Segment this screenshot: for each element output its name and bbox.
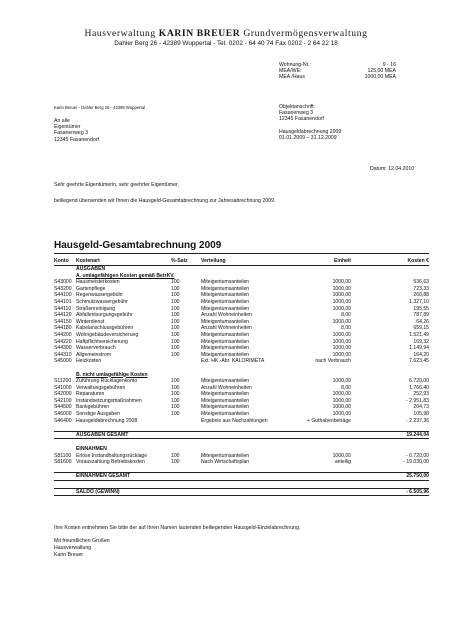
cell-einheit: 1000,00 — [332, 378, 351, 385]
cell-verteilung: Ergebnis aus Nachzahlungen — [201, 417, 268, 424]
cell-kosten: 6.720,00 — [409, 378, 429, 385]
cell-kosten: 536,63 — [413, 279, 429, 286]
cell-konto: S43200 — [54, 285, 72, 292]
cell-kostenart: Heizkosten — [76, 358, 102, 365]
cell-kostenart: Wohngebäudeversicherung — [76, 331, 139, 338]
cell-konto: S44300 — [54, 345, 72, 352]
cell-einheit: 1000,00 — [332, 298, 351, 305]
closing-line: Mit freundlichen Grüßen — [54, 538, 110, 544]
cell-einheit: 1000,00 — [332, 318, 351, 325]
table-row — [54, 339, 429, 346]
cell-verteilung: Miteigentumsanteilen — [201, 298, 250, 305]
cell-kostenart: Haftpflichtversicherung — [76, 338, 128, 345]
section-b-heading — [54, 372, 429, 379]
cell-verteilung: Miteigentumsanteilen — [201, 345, 250, 352]
cell-satz: 100 — [171, 338, 180, 345]
cell-satz: 100 — [171, 279, 180, 286]
cell-konto: S42100 — [54, 397, 72, 404]
table-row — [54, 358, 429, 365]
cell-konto: S41000 — [54, 384, 72, 391]
table-header-row — [54, 257, 429, 266]
table-row — [54, 453, 429, 460]
cell-einheit: 1000,00 — [332, 404, 351, 411]
cell-einheit: 8,00 — [341, 312, 351, 319]
cell-konto: S81100 — [54, 452, 72, 459]
table-row — [54, 398, 429, 405]
cell-einheit: 1000,00 — [332, 305, 351, 312]
recipient-line: Eigentümer — [54, 124, 81, 131]
unit-info-label: Wohnung-Nr.: — [279, 62, 311, 68]
cell-konto: S45000 — [54, 358, 72, 365]
cell-verteilung: Miteigentumsanteilen — [201, 397, 250, 404]
table-row — [54, 391, 429, 398]
einnahmen-total-row-value: 25.750,00 — [351, 473, 429, 481]
cell-konto: S46400 — [54, 417, 72, 424]
cell-satz: 100 — [171, 351, 180, 358]
table-row — [54, 325, 429, 332]
property-label: Objektanschrift: — [279, 104, 316, 110]
table-row — [54, 312, 429, 319]
cell-kosten: 1.766,40 — [409, 384, 429, 391]
cell-einheit: anteilig — [334, 459, 351, 466]
cell-einheit: 1000,00 — [332, 345, 351, 352]
cell-satz: 100 — [171, 298, 180, 305]
cell-satz: 100 — [171, 312, 180, 319]
saldo-row-label: SALDO (GEWINN) — [76, 488, 351, 496]
cell-konto: S44110 — [54, 305, 72, 312]
cell-einheit: 8,00 — [341, 384, 351, 391]
unit-info-values — [330, 62, 396, 81]
letterhead-title — [0, 28, 452, 39]
cell-kostenart: Hausmeisterkosten — [76, 279, 120, 286]
ausgaben-total-row — [54, 431, 429, 439]
cell-verteilung: Miteigentumsanteilen — [201, 279, 250, 286]
letterhead-name: KARIN BREUER — [158, 28, 241, 39]
col-header-verteilung: Verteilung — [201, 257, 286, 266]
table-row — [54, 299, 429, 306]
cell-verteilung: Miteigentumsanteilen — [201, 391, 250, 398]
cell-kostenart: Zuführung Rücklagenkonto — [76, 378, 138, 385]
recipient-address — [54, 118, 99, 143]
cell-einheit: 1000,00 — [332, 452, 351, 459]
sender-line: Karin Breuer - Dahler Berg 26 - 42389 Wuppertal — [54, 105, 145, 110]
cell-kostenart: Schmutzwassergebühr — [76, 298, 128, 305]
cell-satz: 100 — [171, 378, 180, 385]
cell-kosten: 659,15 — [413, 325, 429, 332]
cell-satz — [171, 418, 201, 425]
document-date: Datum: 12.04.2010 — [370, 166, 415, 172]
section-b-heading-label: B. nicht umlagefähige Kosten — [76, 371, 148, 378]
section-a-heading-label: A. umlagefähigen Kosten gemäß BetrKV. — [76, 272, 175, 279]
table-row — [54, 411, 429, 418]
cell-satz: 100 — [171, 411, 180, 418]
cell-einheit: 8,00 — [341, 325, 351, 332]
cell-satz: 100 — [171, 305, 180, 312]
cell-kosten: 787,89 — [413, 312, 429, 319]
cell-kosten: 195,55 — [413, 305, 429, 312]
cell-verteilung: Anzahl Wohneinheiten — [201, 325, 252, 332]
letterhead-address: Dahler Berg 26 - 42389 Wuppertal - Tel. 0202 - 64 40 74 Fax 0202 - 2 64 22 18 — [114, 40, 338, 47]
section-ausgaben-label: AUSGABEN — [76, 266, 106, 272]
cell-konto: S44200 — [54, 331, 72, 338]
table-row — [54, 385, 429, 392]
cell-einheit: 1000,00 — [332, 285, 351, 292]
cost-table — [54, 257, 429, 496]
cell-einheit: 1000,00 — [332, 338, 351, 345]
cell-kostenart: Verwaltungsgebühren — [76, 384, 126, 391]
cell-verteilung: Miteigentumsanteilen — [201, 285, 250, 292]
cell-satz: 100 — [171, 325, 180, 332]
cell-verteilung: Miteigentumsanteilen — [201, 411, 250, 418]
cell-einheit: + Guthabenbeträge — [306, 417, 351, 424]
table-row — [54, 378, 429, 385]
footer-note: Ihre Kosten entnehmen Sie bitte der auf Ihren Namen lautenden beiliegenden Hausgeld-Einzelabrechnung. — [54, 525, 301, 531]
cell-kostenart: Hausgeldabrechnung 2008 — [76, 417, 138, 424]
cell-konto: S44101 — [54, 298, 72, 305]
cell-einheit: 1000,00 — [332, 411, 351, 418]
table-row — [54, 286, 429, 293]
cell-kostenart: Wasserverbrauch — [76, 345, 116, 352]
letterhead-prefix: Hausverwaltung — [84, 28, 156, 39]
cell-kostenart: Allgemeinstrom — [76, 351, 112, 358]
cell-satz: 100 — [171, 452, 180, 459]
cell-konto: S43000 — [54, 279, 72, 286]
cell-kostenart: Kabelanschlussgebühren — [76, 325, 134, 332]
cell-kosten: 7.623,45 — [409, 358, 429, 365]
cell-verteilung: Anzahl Wohneinheiten — [201, 384, 252, 391]
cell-konto: S46000 — [54, 411, 72, 418]
col-header-konto: Konto — [54, 257, 76, 266]
cell-kosten: - 2.237,36 — [406, 417, 429, 424]
closing-block — [54, 538, 110, 560]
cell-verteilung: Miteigentumsanteilen — [201, 292, 250, 299]
cell-kostenart: Regenwassergebühr — [76, 292, 124, 299]
cell-satz: 100 — [171, 397, 180, 404]
cell-kosten: 1.149,94 — [409, 345, 429, 352]
recipient-line: 12345 Fasanendorf — [54, 136, 99, 143]
cell-kosten: - 19.030,00 — [403, 459, 429, 466]
unit-info-value: 9 - 16 — [382, 62, 396, 68]
cell-kostenart: Gartenpflege — [76, 285, 106, 292]
cell-konto: S11200 — [54, 378, 72, 385]
cell-konto: S44310 — [54, 351, 72, 358]
closing-line: Karin Breuer — [54, 552, 84, 559]
cell-satz: 100 — [171, 345, 180, 352]
cell-kosten: 252,93 — [413, 391, 429, 398]
cell-satz — [171, 358, 201, 365]
cell-verteilung: Miteigentumsanteilen — [201, 331, 250, 338]
cell-satz: 100 — [171, 459, 180, 466]
col-header-einheit: Einheit — [286, 257, 351, 266]
unit-info-label: MEA /Haus — [279, 74, 305, 81]
col-header-kosten: Kosten € — [351, 257, 429, 266]
cell-kosten: 1.521,49 — [409, 331, 429, 338]
section-einnahmen-label: EINNAHMEN — [76, 446, 107, 453]
cell-konto: S44100 — [54, 292, 72, 299]
unit-info-labels — [279, 62, 311, 81]
table-row — [54, 319, 429, 326]
cell-kostenart: Reparaturen — [76, 391, 105, 398]
cell-satz: 100 — [171, 384, 180, 391]
cell-verteilung: Miteigentumsanteilen — [201, 338, 250, 345]
einnahmen-total-row-label: EINNAHMEN GESAMT — [76, 473, 351, 481]
unit-info-value: 1000,00 MEA — [364, 74, 396, 81]
cell-satz: 100 — [171, 318, 180, 325]
ausgaben-total-row-label: AUSGABEN GESAMT — [76, 431, 351, 439]
property-street: Fasanenweg 3 — [279, 110, 314, 117]
cell-kosten: 723,33 — [413, 285, 429, 292]
table-row — [54, 404, 429, 411]
section-einnahmen — [54, 446, 429, 453]
einnahmen-total-row — [54, 473, 429, 481]
property-city: 12345 Fasanendorf — [279, 116, 324, 123]
saldo-row-value: - 6.505,96 — [351, 488, 429, 496]
cell-verteilung: Ext. HK.-Abr. KALORIMETA — [201, 358, 265, 365]
cell-kostenart: Instandsetzungsmaßnahmen — [76, 397, 142, 404]
cell-satz: 100 — [171, 292, 180, 299]
cell-einheit: 1000,00 — [332, 331, 351, 338]
unit-info-value: 125,00 MEA — [367, 68, 396, 75]
col-header-satz: %-Satz — [171, 257, 201, 266]
cell-satz: 100 — [171, 331, 180, 338]
table-row — [54, 292, 429, 299]
section-a-heading — [54, 273, 429, 280]
intro-text: beiliegend übersenden wir Ihnen die Hausgeld-Gesamtabrechnung zur Jahresabrechnung 2009. — [54, 198, 276, 204]
cell-kosten: 164,20 — [413, 351, 429, 358]
closing-line: Hausverwaltung — [54, 545, 92, 552]
recipient-line: An alle — [54, 118, 70, 124]
cell-konto: S42000 — [54, 391, 72, 398]
cell-konto: S44220 — [54, 338, 72, 345]
cell-kostenart: Abfallentsorgungsgebühr — [76, 312, 133, 319]
statement-period: 01.01.2009 – 31.12.2009 — [279, 134, 337, 141]
section-ausgaben — [54, 266, 429, 273]
table-row — [54, 418, 429, 425]
cell-satz: 100 — [171, 391, 180, 398]
table-row — [54, 332, 429, 339]
cell-kosten: 105,98 — [413, 411, 429, 418]
cell-einheit: 1000,00 — [332, 279, 351, 286]
cell-kosten: 64,26 — [416, 318, 429, 325]
cell-verteilung: Miteigentumsanteilen — [201, 452, 250, 459]
cell-kostenart: Winterdienst — [76, 318, 105, 325]
statement-name: Hausgeldabrechnung 2009 — [279, 128, 342, 135]
cell-einheit: 1000,00 — [332, 397, 351, 404]
cell-satz: 100 — [171, 285, 180, 292]
cell-verteilung: Miteigentumsanteilen — [201, 404, 250, 411]
cell-verteilung: Miteigentumsanteilen — [201, 378, 250, 385]
cell-verteilung: Nach Wirtschaftsplan — [201, 459, 250, 466]
cell-kosten: - 2.951,83 — [406, 397, 429, 404]
cell-kosten: 169,32 — [413, 338, 429, 345]
cell-einheit: 1000,00 — [332, 391, 351, 398]
cell-kosten: 204,73 — [413, 404, 429, 411]
recipient-line: Fasanenweg 3 — [54, 130, 89, 137]
table-row — [54, 306, 429, 313]
table-row — [54, 345, 429, 352]
cell-verteilung: Miteigentumsanteilen — [201, 318, 250, 325]
ausgaben-total-row-value: 19.244,04 — [351, 431, 429, 439]
unit-info-label: MEA/WE: — [279, 68, 302, 75]
cell-kostenart: Erlöse Instandhaltungsrücklage — [76, 452, 148, 459]
title-divider — [54, 253, 429, 254]
cell-konto: S44150 — [54, 318, 72, 325]
cell-kosten: 1.327,10 — [409, 298, 429, 305]
cell-konto: S44500 — [54, 404, 72, 411]
salutation: Sehr geehrte Eigentümerin, sehr geehrter Eigentümer, — [54, 182, 179, 188]
cell-kostenart: Sonstige Ausgaben — [76, 411, 120, 418]
property-info — [279, 104, 341, 141]
cell-kostenart: Bankgebühren — [76, 404, 110, 411]
cell-verteilung: Anzahl Wohneinheiten — [201, 312, 252, 319]
letterhead-suffix: Grundvermögensverwaltung — [243, 28, 368, 39]
cell-einheit: 1000,00 — [332, 351, 351, 358]
cell-konto: S44120 — [54, 312, 72, 319]
saldo-row — [54, 488, 429, 496]
cell-konto: S44180 — [54, 325, 72, 332]
cell-kostenart: Vorauszahlung Betriebskosten — [76, 459, 145, 466]
cell-einheit: 1000,00 — [332, 292, 351, 299]
cell-kosten: 260,88 — [413, 292, 429, 299]
cell-konto: S81600 — [54, 459, 72, 466]
cell-kostenart: Straßenreinigung — [76, 305, 116, 312]
cell-satz: 100 — [171, 404, 180, 411]
table-row — [54, 279, 429, 286]
table-row — [54, 459, 429, 466]
document-title: Hausgeld-Gesamtabrechnung 2009 — [54, 240, 222, 251]
table-row — [54, 352, 429, 359]
cell-verteilung: Miteigentumsanteilen — [201, 351, 250, 358]
cell-verteilung: Miteigentumsanteilen — [201, 305, 250, 312]
cell-kosten: - 6.720,00 — [406, 452, 429, 459]
col-header-kostenart: Kostenart — [76, 257, 171, 266]
cell-einheit: nach Verbrauch — [315, 358, 351, 365]
